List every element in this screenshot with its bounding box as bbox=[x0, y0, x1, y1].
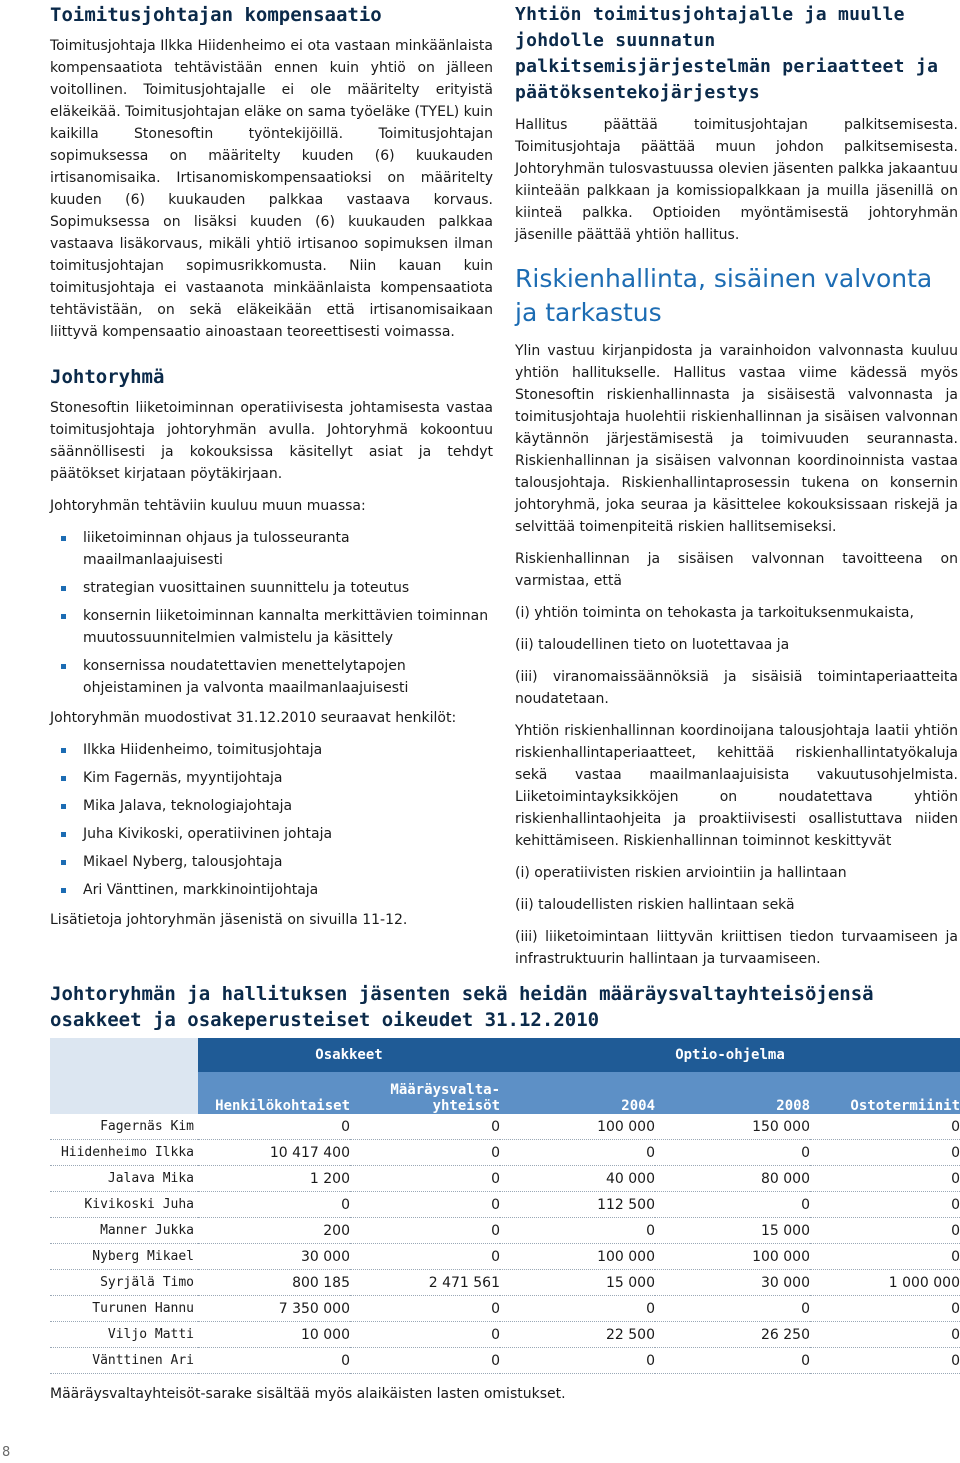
row-name-cell: Kivikoski Juha bbox=[50, 1192, 198, 1218]
value-cell: 0 bbox=[500, 1140, 655, 1166]
value-cell: 0 bbox=[655, 1140, 810, 1166]
value-cell: 0 bbox=[655, 1296, 810, 1322]
table-row bbox=[50, 1348, 960, 1374]
right-column bbox=[515, 0, 958, 980]
value-cell: 0 bbox=[500, 1296, 655, 1322]
value-cell: 1 200 bbox=[198, 1166, 350, 1192]
risk-focus: (i) operatiivisten riskien arviointiin ja hallintaan bbox=[515, 865, 847, 881]
value-cell: 0 bbox=[350, 1166, 500, 1192]
value-cell: 0 bbox=[198, 1348, 350, 1374]
bullet-icon bbox=[61, 776, 66, 781]
remuneration-paragraph: Hallitus päättää toimitusjohtajan palkitsemisesta. Toimitusjohtaja päättää muun johdon palkitsemisesta. Johtoryhmän tulosvastuussa olevien jäsenten palkka jakaantuu kiinteään palkkaan ja komissiopalkkaan ja muilla jäsenillä on kiinteä palkka. Optioiden myöntämisestä johtoryhmän jäsenille päättää yhtiön hallitus. bbox=[515, 117, 959, 243]
value-cell: 22 500 bbox=[500, 1322, 655, 1348]
value-cell: 100 000 bbox=[655, 1244, 810, 1270]
value-cell: 26 250 bbox=[655, 1322, 810, 1348]
value-cell: 0 bbox=[350, 1140, 500, 1166]
list-item: Mikael Nyberg, talousjohtaja bbox=[50, 851, 493, 873]
bullet-icon bbox=[61, 586, 66, 591]
value-cell: 0 bbox=[350, 1114, 500, 1140]
risk-goal: (i) yhtiön toiminta on tehokasta ja tarkoituksenmukaista, bbox=[515, 605, 914, 621]
row-name-cell: Syrjälä Timo bbox=[50, 1270, 198, 1296]
value-cell: 100 000 bbox=[500, 1114, 655, 1140]
options-group-header: Optio-ohjelma bbox=[500, 1038, 960, 1072]
value-cell: 0 bbox=[810, 1114, 960, 1140]
row-name-cell: Vänttinen Ari bbox=[50, 1348, 198, 1374]
value-cell: 30 000 bbox=[198, 1244, 350, 1270]
list-item: konsernissa noudatettavien menettelytapojen ohjeistaminen ja valvonta maailmanlaajuisesti bbox=[50, 655, 493, 699]
table-row bbox=[50, 1114, 960, 1140]
table-row bbox=[50, 1192, 960, 1218]
value-cell: 0 bbox=[810, 1218, 960, 1244]
value-cell: 0 bbox=[198, 1192, 350, 1218]
list-item: Mika Jalava, teknologiajohtaja bbox=[50, 795, 493, 817]
value-cell: 0 bbox=[198, 1114, 350, 1140]
table-row bbox=[50, 1270, 960, 1296]
members-intro: Johtoryhmän muodostivat 31.12.2010 seuraavat henkilöt: bbox=[50, 710, 457, 726]
row-name-cell: Viljo Matti bbox=[50, 1322, 198, 1348]
value-cell: 1 000 000 bbox=[810, 1270, 960, 1296]
value-cell: 0 bbox=[810, 1348, 960, 1374]
table-row bbox=[50, 1218, 960, 1244]
management-group-heading: Johtoryhmä bbox=[50, 366, 165, 388]
value-cell: 0 bbox=[810, 1244, 960, 1270]
risk-focus: (iii) liiketoimintaan liittyvän kriittisen tiedon turvaamiseen ja infrastruktuurin hallintaan ja turvaamiseen. bbox=[515, 929, 958, 967]
value-cell: 15 000 bbox=[500, 1270, 655, 1296]
value-cell: 0 bbox=[810, 1166, 960, 1192]
table-row bbox=[50, 1296, 960, 1322]
bullet-icon bbox=[61, 614, 66, 619]
bullet-icon bbox=[61, 860, 66, 865]
row-name-cell: Fagernäs Kim bbox=[50, 1114, 198, 1140]
row-name-cell: Manner Jukka bbox=[50, 1218, 198, 1244]
holdings-title: Johtoryhmän ja hallituksen jäsenten sekä heidän määräysvaltayhteisöjensä osakkeet ja osakeperusteiset oikeudet 31.12.2010 bbox=[50, 983, 874, 1031]
bullet-icon bbox=[61, 804, 66, 809]
page-number: 8 bbox=[2, 1445, 11, 1460]
value-cell: 200 bbox=[198, 1218, 350, 1244]
value-cell: 0 bbox=[350, 1244, 500, 1270]
value-cell: 0 bbox=[350, 1296, 500, 1322]
value-cell: 0 bbox=[655, 1348, 810, 1374]
management-group-paragraph: Stonesoftin liiketoiminnan operatiivisesta johtamisesta vastaa toimitusjohtaja johtoryhmän avulla. Johtoryhmä kokoontuu säännöllisesti ja kokouksissa käsitellyt asiat ja tehdyt päätökset kirjataan pöytäkirjaan. bbox=[50, 400, 493, 482]
value-cell: 0 bbox=[350, 1322, 500, 1348]
list-item: Ari Vänttinen, markkinointijohtaja bbox=[50, 879, 493, 901]
risk-focus: (ii) taloudellisten riskien hallintaan sekä bbox=[515, 897, 795, 913]
left-column bbox=[50, 0, 493, 941]
value-cell: 30 000 bbox=[655, 1270, 810, 1296]
tasks-list bbox=[50, 527, 493, 699]
list-item: liiketoiminnan ohjaus ja tulosseuranta maailmanlaajuisesti bbox=[50, 527, 493, 571]
column-header: 2008 bbox=[655, 1072, 810, 1114]
bullet-icon bbox=[61, 536, 66, 541]
row-name-cell: Nyberg Mikael bbox=[50, 1244, 198, 1270]
value-cell: 40 000 bbox=[500, 1166, 655, 1192]
column-header: 2004 bbox=[500, 1072, 655, 1114]
value-cell: 0 bbox=[350, 1218, 500, 1244]
table-corner bbox=[50, 1038, 198, 1072]
list-item: Juha Kivikoski, operatiivinen johtaja bbox=[50, 823, 493, 845]
table-footnote: Määräysvaltayhteisöt-sarake sisältää myös alaikäisten lasten omistukset. bbox=[50, 1386, 566, 1402]
table-row bbox=[50, 1140, 960, 1166]
compensation-heading: Toimitusjohtajan kompensaatio bbox=[50, 4, 382, 26]
table-row bbox=[50, 1166, 960, 1192]
shares-group-header: Osakkeet bbox=[198, 1038, 500, 1072]
list-item: konsernin liiketoiminnan kannalta merkittävien toiminnan muutossuunnitelmien valmistelu ja käsittely bbox=[50, 605, 493, 649]
value-cell: 112 500 bbox=[500, 1192, 655, 1218]
risk-goal: (ii) taloudellinen tieto on luotettavaa ja bbox=[515, 637, 790, 653]
bullet-icon bbox=[61, 664, 66, 669]
value-cell: 150 000 bbox=[655, 1114, 810, 1140]
table-corner bbox=[50, 1072, 198, 1114]
value-cell: 0 bbox=[810, 1192, 960, 1218]
value-cell: 10 417 400 bbox=[198, 1140, 350, 1166]
bullet-icon bbox=[61, 888, 66, 893]
row-name-cell: Hiidenheimo Ilkka bbox=[50, 1140, 198, 1166]
value-cell: 15 000 bbox=[655, 1218, 810, 1244]
value-cell: 0 bbox=[500, 1218, 655, 1244]
row-name-cell: Turunen Hannu bbox=[50, 1296, 198, 1322]
column-header: Henkilökohtaiset bbox=[198, 1072, 350, 1114]
remuneration-heading: Yhtiön toimitusjohtajalle ja muulle johdolle suunnatun palkitsemisjärjestelmän periaatteet ja päätöksentekojärjestys bbox=[515, 4, 939, 103]
table-row bbox=[50, 1244, 960, 1270]
value-cell: 0 bbox=[500, 1348, 655, 1374]
value-cell: 0 bbox=[655, 1192, 810, 1218]
tasks-intro: Johtoryhmän tehtäviin kuuluu muun muassa: bbox=[50, 498, 366, 514]
table-row bbox=[50, 1322, 960, 1348]
bullet-icon bbox=[61, 748, 66, 753]
value-cell: 0 bbox=[350, 1192, 500, 1218]
value-cell: 0 bbox=[810, 1322, 960, 1348]
value-cell: 0 bbox=[810, 1296, 960, 1322]
column-header: Ostotermiinit bbox=[810, 1072, 960, 1114]
more-info-text: Lisätietoja johtoryhmän jäsenistä on sivuilla 11-12. bbox=[50, 912, 408, 928]
row-name-cell: Jalava Mika bbox=[50, 1166, 198, 1192]
holdings-table bbox=[50, 1038, 960, 1374]
value-cell: 80 000 bbox=[655, 1166, 810, 1192]
members-list bbox=[50, 739, 493, 901]
list-item: strategian vuosittainen suunnittelu ja toteutus bbox=[50, 577, 493, 599]
column-header: Määräysvalta-yhteisöt bbox=[350, 1072, 500, 1114]
risk-paragraph-3: Yhtiön riskienhallinnan koordinoijana talousjohtaja laatii yhtiön riskienhallintaperiaatteet, kehittää riskienhallintatyökaluja sekä vastaa maailmanlaajuisista vakuutusohjelmista. Liiketoimintayksikköjen on noudatettava yhtiön riskienhallintaohjeita ja proaktiivisesti osallistuttava niiden kehittämiseen. Riskienhallinnan toiminnot keskittyvät bbox=[515, 723, 958, 849]
value-cell: 2 471 561 bbox=[350, 1270, 500, 1296]
risk-management-heading: Riskienhallinta, sisäinen valvonta ja tarkastus bbox=[515, 264, 933, 327]
value-cell: 7 350 000 bbox=[198, 1296, 350, 1322]
value-cell: 10 000 bbox=[198, 1322, 350, 1348]
risk-paragraph-2: Riskienhallinnan ja sisäisen valvonnan tavoitteena on varmistaa, että bbox=[515, 551, 958, 589]
list-item: Kim Fagernäs, myyntijohtaja bbox=[50, 767, 493, 789]
value-cell: 100 000 bbox=[500, 1244, 655, 1270]
risk-goal: (iii) viranomaissäännöksiä ja sisäisiä toimintaperiaatteita noudatetaan. bbox=[515, 669, 958, 707]
value-cell: 800 185 bbox=[198, 1270, 350, 1296]
compensation-paragraph: Toimitusjohtaja Ilkka Hiidenheimo ei ota vastaan minkäänlaista kompensaatiota tehtävistään ennen kuin yhtiö on jälleen voitollinen. Toimitusjohtajalle ei ole määritelty erityistä eläkeikää. Toimitusjohtajan eläke on sama työeläke (TYEL) kuin kaikilla Stonesoftin työntekijöillä. Toimitusjohtajan sopimuksessa on määritelty kuuden (6) kuukauden irtisanomisaika. Irtisanomiskompensaatioksi on määritelty kuuden (6) kuukauden palkkaa vastaava korvaus. Sopimuksessa on lisäksi kuuden (6) kuukauden palkkaa vastaava lisäkorvaus, mikäli yhtiö irtisanoo sopimuksen ilman toimitusjohtajan sopimusrikkomusta. Niin kauan kuin toimitusjohtaja ei vastaanota minkäänlaista kompensaatiota tehtävistään, on sekä eläkeikään että irtisanomisaikaan liittyvä kompensaatio ainoastaan teoreettisesti voimassa. bbox=[50, 38, 493, 340]
value-cell: 0 bbox=[350, 1348, 500, 1374]
list-item: Ilkka Hiidenheimo, toimitusjohtaja bbox=[50, 739, 493, 761]
risk-paragraph-1: Ylin vastuu kirjanpidosta ja varainhoidon valvonnasta kuuluu yhtiön hallitukselle. Hallitus vastaa viime kädessä myös Stonesoftin riskienhallinnasta ja sisäisestä valvonnasta ja toimitusjohtaja huolehtii riskienhallinnan ja sisäisen valvonnan käytännön järjestämisestä ja toimivuuden seurannasta. Riskienhallinnan ja sisäisen valvonnan koordinoinnista vastaa talousjohtaja. Riskienhallintaprosessin tukena on konsernin johtoryhmä, joka seuraa ja käsittelee kokouksissaan riskejä ja selvittää toimenpiteitä riskien hallitsemiseksi. bbox=[515, 343, 958, 535]
bullet-icon bbox=[61, 832, 66, 837]
value-cell: 0 bbox=[810, 1140, 960, 1166]
